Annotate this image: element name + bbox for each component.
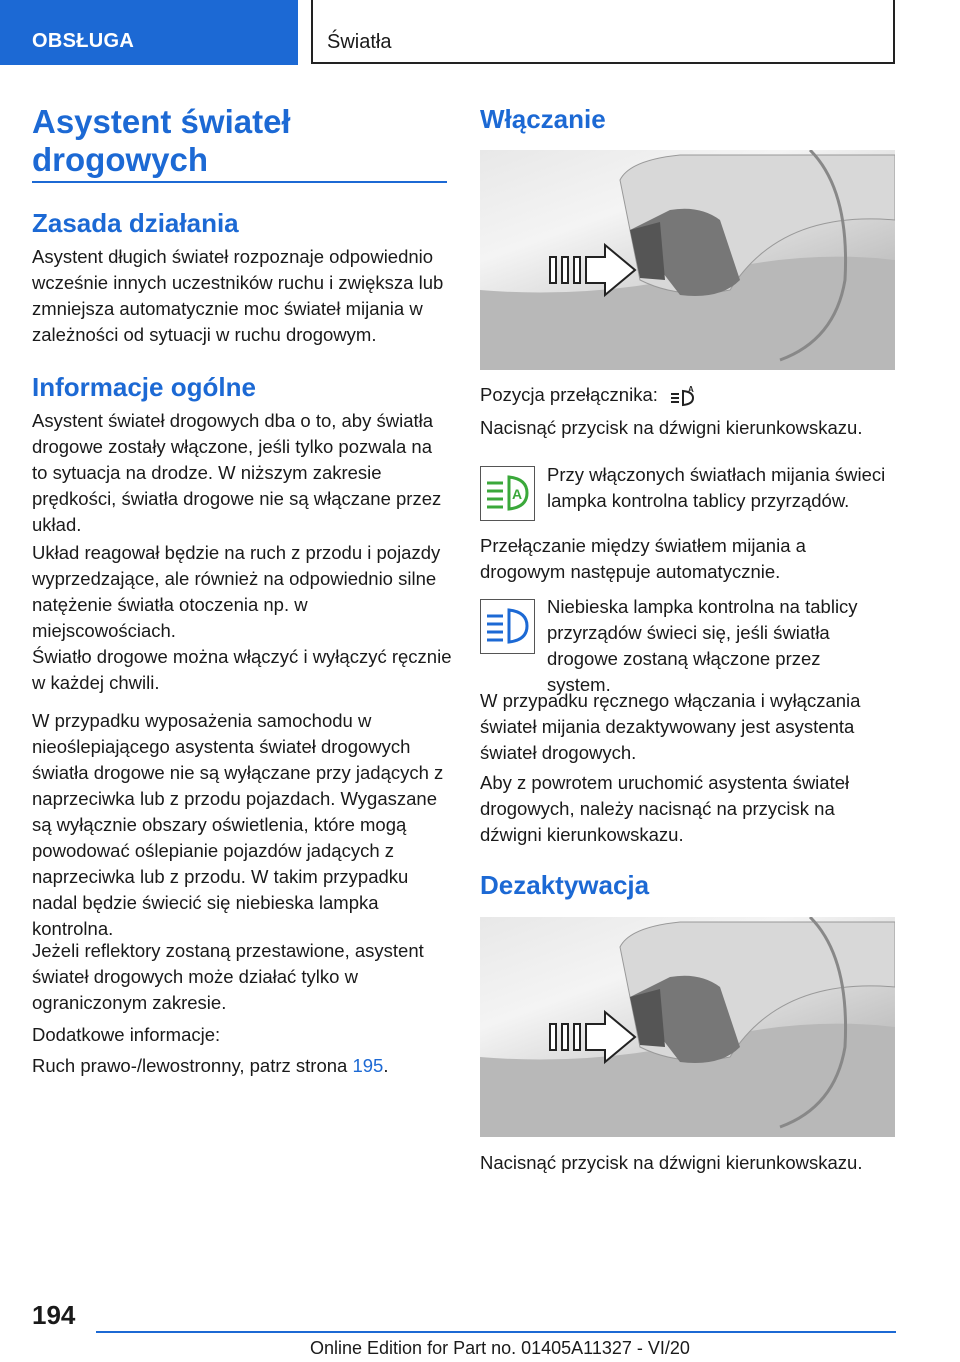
green-indicator-icon	[481, 467, 534, 520]
high-beam-assist-icon	[669, 385, 699, 407]
page-number: 194	[32, 1300, 76, 1330]
edition-text: Online Edition for Part no. 01405A11327 - VI/20	[310, 1338, 690, 1358]
extra-info-text	[32, 1053, 452, 1079]
press-instruction-2: Nacisnąć przycisk na dźwigni kierunkowskazu.	[480, 1152, 863, 1173]
blue-indicator-note: Niebieska lampka kontrolna na tablicy przyrządów świeci się, jeśli światła drogowe zostaną włączone przez system.	[547, 596, 858, 695]
chapter-header	[311, 0, 895, 64]
auto-switch-text: Przełączanie między światłem mijania a drogowym następuje automatycznie.	[480, 535, 806, 582]
press-instruction-1: Nacisnąć przycisk na dźwigni kierunkowskazu.	[480, 417, 863, 438]
principle-text: Asystent długich świateł rozpoznaje odpowiednio wcześnie innych uczestników ruchu i zwiększa lub zmniejsza automatycznie moc świateł mijania w zależności od sytuacji w ruchu drogowym.	[32, 246, 444, 345]
switch-position-line	[480, 382, 699, 408]
off-heading: Dezaktywacja	[480, 870, 650, 900]
extra-info-label: Dodatkowe informacje:	[32, 1024, 221, 1045]
switch-position-label: Pozycja przełącznika:	[480, 384, 658, 405]
general-paragraph-2: Układ reagował będzie na ruch z przodu i pojazdy wyprzedzające, ale również na odpowiednio silne natężenie światła otoczenia np. w miejscowościach.	[32, 542, 441, 641]
restart-text: Aby z powrotem uruchomić asystenta świateł drogowych, należy nacisnąć na przycisk na dźwigni kierunkowskazu.	[480, 772, 850, 845]
section-tab	[0, 0, 298, 65]
principle-heading: Zasada działania	[32, 208, 239, 238]
general-paragraph-4: W przypadku wyposażenia samochodu w nieoślepiającego asystenta świateł drogowych światła drogowe nie są wyłączane przy jadących z naprzeciwka lub z przodu pojazdach. Wygaszane są wyłącznie obszary oświetlenia, które mogą powodować oślepianie pojazdów jadących z naprzeciwka lub z przodu. W takim przypadku nadal będzie świecić się niebieska lampka kontrolna.	[32, 710, 444, 939]
general-paragraph-3: Światło drogowe można włączyć i wyłączyć ręcznie w każdej chwili.	[32, 646, 452, 693]
blue-indicator-box	[480, 599, 535, 654]
general-heading: Informacje ogólne	[32, 372, 256, 402]
footer-rule	[96, 1331, 896, 1333]
on-heading: Włączanie	[480, 104, 606, 134]
svg-text:A: A	[688, 385, 694, 395]
blue-indicator-icon	[481, 600, 534, 653]
stalk-image-on	[480, 150, 895, 370]
chapter-label: Światła	[327, 31, 392, 53]
title-underline	[32, 181, 447, 183]
extra-info-dot: .	[383, 1055, 389, 1076]
green-indicator-note: Przy włączonych światłach mijania świeci lampka kontrolna tablicy przyrządów.	[547, 464, 886, 511]
page-title: Asystent świateł drogowych	[32, 103, 291, 178]
general-paragraph-1: Asystent świateł drogowych dba o to, aby światła drogowe zostały włączone, jeśli tylko pozwala na to sytuacja na drodze. W niższym zakresie prędkości, światła drogowe nie są włączane przez układ.	[32, 410, 442, 535]
svg-text:A: A	[512, 486, 523, 502]
page-link[interactable]: 195	[352, 1055, 384, 1076]
stalk-image-off	[480, 917, 895, 1137]
green-indicator-box	[480, 466, 535, 521]
extra-info-sentence: Ruch prawo-/lewostronny, patrz strona	[32, 1055, 348, 1076]
manual-switch-text: W przypadku ręcznego włączania i wyłączania świateł mijania dezaktywowany jest asystenta świateł drogowych.	[480, 690, 861, 763]
general-paragraph-5: Jeżeli reflektory zostaną przestawione, asystent świateł drogowych może działać tylko w ograniczonym zakresie.	[32, 940, 424, 1013]
section-label: OBSŁUGA	[32, 30, 135, 52]
